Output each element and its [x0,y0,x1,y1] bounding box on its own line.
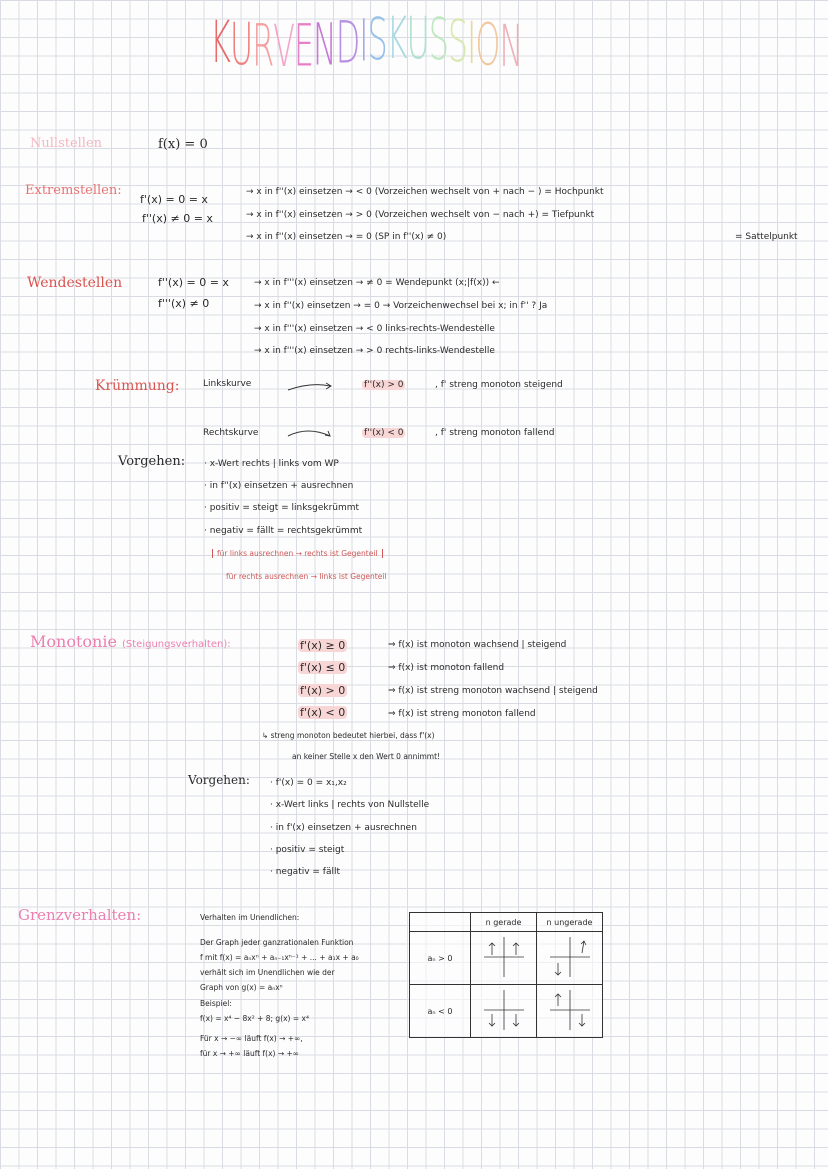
vorgehen1-line-4: · negativ = fällt = rechtsgekrümmt [204,526,363,536]
page-title [210,4,523,80]
monotonie-cond-2: f'(x) ≤ 0 [300,661,346,674]
wendestellen-row4: → x in f'''(x) einsetzen → > 0 rechts-links-Wendestelle [254,346,495,356]
vorgehen2-label: Vorgehen: [188,773,250,787]
wendestellen-cond1: f''(x) = 0 = x [158,276,229,289]
graph-ungerade-negative [537,985,603,1038]
title-letter: K [210,8,230,76]
grenzverhalten-line-7: Für x → −∞ läuft f(x) → +∞, [200,1034,303,1043]
graph-down-down-icon [482,988,526,1032]
grenzverhalten-line-8: für x → +∞ läuft f(x) → +∞ [200,1049,300,1058]
title-letter: U [406,4,429,73]
vorgehen2-line-2: · x-Wert links | rechts von Nullstelle [270,800,430,810]
extremstellen-row3-result: = Sattelpunkt [735,232,798,242]
vorgehen1-red-2: für rechts ausrechnen → links ist Gegenteil [226,572,387,581]
curve-right-icon [286,424,336,440]
title-letter: S [367,4,387,73]
monotonie-note-1: ↳ streng monoton bedeutet hierbei, dass f'(x) [262,731,435,740]
monotonie-heading [30,632,231,651]
monotonie-text-2: ⇒ f(x) ist monoton fallend [388,663,505,673]
monotonie-cond-3: f'(x) > 0 [300,684,346,697]
title-letter: K [386,4,407,73]
title-letter: N [312,10,336,79]
table-row-label-negative: aₙ < 0 [410,985,471,1038]
graph-down-up-icon [548,935,592,979]
wendestellen-cond2: f'''(x) ≠ 0 [158,297,210,310]
graph-ungerade-positive [537,932,603,985]
grenzverhalten-line-3: verhält sich im Unendlichen wie der [200,968,335,977]
kruemmung-rechts-label: Rechtskurve [203,428,259,438]
wendestellen-row1: → x in f'''(x) einsetzen → ≠ 0 = Wendepunkt (x;|f(x)) ← [254,278,500,288]
title-letter: E [293,11,313,80]
wendestellen-label: Wendestellen [27,275,123,291]
graph-gerade-positive [471,932,537,985]
grenzverhalten-heading: Verhalten im Unendlichen: [200,913,300,922]
monotonie-text-4: ⇒ f(x) ist streng monoton fallend [388,709,536,719]
table-corner [410,913,471,932]
grenzverhalten-line-2: f mit f(x) = aₙxⁿ + aₙ₋₁xⁿ⁻¹ + ... + a₁x + a₀ [200,953,359,962]
grenzverhalten-table [409,912,603,1038]
monotonie-cond-4: f'(x) < 0 [300,706,346,719]
title-letter: S [447,6,468,75]
extremstellen-cond2: f''(x) ≠ 0 = x [142,212,213,225]
monotonie-sub: (Steigungsverhalten): [122,639,231,650]
title-letter: I [359,6,368,75]
vorgehen1-line-2: · in f''(x) einsetzen + ausrechnen [204,481,354,491]
vorgehen2-line-4: · positiv = steigt [270,845,345,855]
nullstellen-label: Nullstellen [30,136,103,151]
wendestellen-row3: → x in f'''(x) einsetzen → < 0 links-rechts-Wendestelle [254,324,495,334]
graph-up-up-icon [482,935,526,979]
vorgehen1-line-3: · positiv = steigt = linksgekrümmt [204,503,360,513]
grenzverhalten-line-5: Beispiel: [200,999,232,1008]
graph-gerade-negative [471,985,537,1038]
grenzverhalten-line-6: f(x) = x⁴ − 8x² + 8; g(x) = x⁴ [200,1014,309,1023]
vorgehen1-line-1: · x-Wert rechts | links vom WP [204,459,339,469]
title-letter: I [467,8,476,77]
title-letter: S [428,5,448,74]
extremstellen-row2: → x in f''(x) einsetzen → > 0 (Vorzeichen wechselt von − nach +) = Tiefpunkt [246,210,595,220]
wendestellen-row2: → x in f''(x) einsetzen → = 0 → Vorzeichenwechsel bei x; in f'' ? Ja [254,301,548,311]
nullstellen-formula: f(x) = 0 [158,137,208,152]
vorgehen2-line-1: · f'(x) = 0 = x₁,x₂ [270,778,347,788]
grenzverhalten-line-4: Graph von g(x) = aₙxⁿ [200,983,283,992]
extremstellen-label: Extremstellen: [25,183,122,198]
title-letter: D [335,8,360,77]
kruemmung-label: Krümmung: [95,378,180,394]
kruemmung-rechts-text: , f' streng monoton fallend [435,428,555,438]
grenzverhalten-line-1: Der Graph jeder ganzrationalen Funktion [200,938,354,947]
vorgehen2-line-3: · in f'(x) einsetzen + ausrechnen [270,823,417,833]
kruemmung-links-cond: f''(x) > 0 [364,380,404,390]
title-letter: U [229,9,253,78]
curve-left-icon [286,380,336,394]
table-header-gerade: n gerade [471,913,537,932]
grenzverhalten-label: Grenzverhalten: [18,906,142,924]
monotonie-label: Monotonie [30,632,117,651]
title-letter: R [252,11,274,80]
extremstellen-cond1: f'(x) = 0 = x [140,193,208,206]
vorgehen1-red-1: für links ausrechnen → rechts ist Gegenteil [212,549,383,558]
extremstellen-row3: → x in f''(x) einsetzen → = 0 (SP in f''(x) ≠ 0) [246,232,447,242]
title-letter: O [475,10,500,79]
monotonie-note-2: an keiner Stelle x den Wert 0 annimmt! [292,752,441,761]
kruemmung-links-text: , f' streng monoton steigend [435,380,563,390]
table-header-ungerade: n ungerade [537,913,603,932]
monotonie-text-3: ⇒ f(x) ist streng monoton wachsend | steigend [388,686,598,696]
table-row-label-positive: aₙ > 0 [410,932,471,985]
kruemmung-links-label: Linkskurve [203,379,252,389]
title-letter: N [499,11,523,80]
vorgehen2-line-5: · negativ = fällt [270,867,341,877]
vorgehen1-label: Vorgehen: [118,454,186,469]
monotonie-text-1: ⇒ f(x) ist monoton wachsend | steigend [388,640,567,650]
graph-up-down-icon [548,988,592,1032]
title-letter: V [273,11,294,80]
extremstellen-row1: → x in f''(x) einsetzen → < 0 (Vorzeichen wechselt von + nach − ) = Hochpunkt [246,187,604,197]
kruemmung-rechts-cond: f''(x) < 0 [364,428,404,438]
monotonie-cond-1: f'(x) ≥ 0 [300,639,346,652]
